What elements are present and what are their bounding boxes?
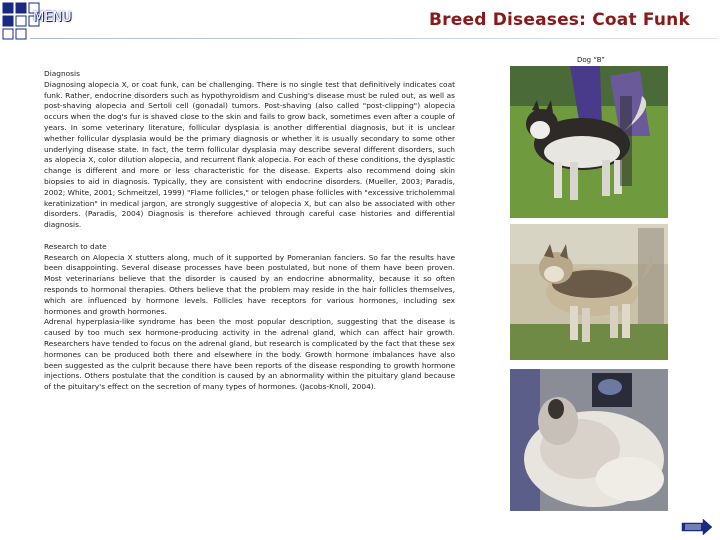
spacer	[44, 231, 455, 242]
section-heading: Diagnosis	[44, 69, 80, 78]
next-arrow-icon[interactable]	[681, 519, 713, 535]
paragraph: Adrenal hyperplasia-like syndrome has been the most popular description, suggesting that the disease is caused by too much sex hormone-producing activity in the adrenal gland, which can affect hair growth. Researchers have tended to focus on the adrenal gland, but research is complicated by the fact that these sex hormones can be produced both there and elsewhere in the body. Growth hormone imbalances have also been suggested as the culprit because there have been reports of the disease responding to growth hormone injections. Others postulate that the condition is caused by an abnormality within the pituitary gland because of the pituitary's effect on the secretion of many types of hormones. (Jacobs-Knoll, 2004).	[44, 317, 455, 392]
article-body	[44, 69, 455, 393]
dog-photo-3	[510, 369, 668, 511]
dog-photo-2	[510, 224, 668, 360]
dog-photo-1	[510, 66, 668, 218]
page-title: Breed Diseases: Coat Funk	[429, 10, 690, 30]
paragraph: Research on Alopecia X stutters along, much of it supported by Pomeranian fanciers. So far the results have been disappointing. Several disease processes have been postulated, but none of them have been proven. Most veterinarians believe that the disorder is caused by an endocrine abnormality, because it so often responds to hormonal therapies. Others believe that the problem may reside in the hair follicles themselves, which are influenced by hormone levels. Follicles have receptors for various hormones, including sex hormones and growth hormones.	[44, 252, 455, 316]
header-divider	[30, 38, 718, 39]
photo-caption: Dog “B”	[577, 56, 605, 64]
section-heading: Research to date	[44, 241, 107, 251]
paragraph: Diagnosing alopecia X, or coat funk, can be challenging. There is no single test that definitively indicates coat funk. Rather, endocrine disorders such as hypothyroidism and Cushing's disease must be ruled out, as well as post-shaving alopecia and Sertoli cell (gonadal) tumors. Post-shaving (also called "post-clipping") alopecia occurs when the dog's fur is shaved close to the skin and fails to grow back, sometimes even after a couple of years. In some veterinary literature, follicular dysplasia is another differential diagnosis, but it is unclear whether follicular dysplasia would be the primary diagnosis or whether it is usually secondary to some other underlying disease state. In fact, the term follicular dysplasia may describe several different disorders, such as alopecia X, color dilution alopecia, and recurrent flank alopecia. For each of these conditions, the dysplastic change is different and more or less characteristic for the disease. Experts also recommend doing skin biopsies to aid in diagnosis. Typically, they are consistent with endocrine disorders. (Mueller, 2003; Paradis, 2002; White, 2001; Schmeitzel, 1999) "Flame follicles," or telogen phase follicles with "excessive tricholemmal keratinization" in medical jargon, are strongly suggestive of alopecia X, but can also be associated with other disorders. (Paradis, 2004) Diagnosis is therefore achieved through careful case histories and differential diagnosis.	[44, 79, 455, 230]
menu-button[interactable]: MENU	[33, 10, 72, 25]
